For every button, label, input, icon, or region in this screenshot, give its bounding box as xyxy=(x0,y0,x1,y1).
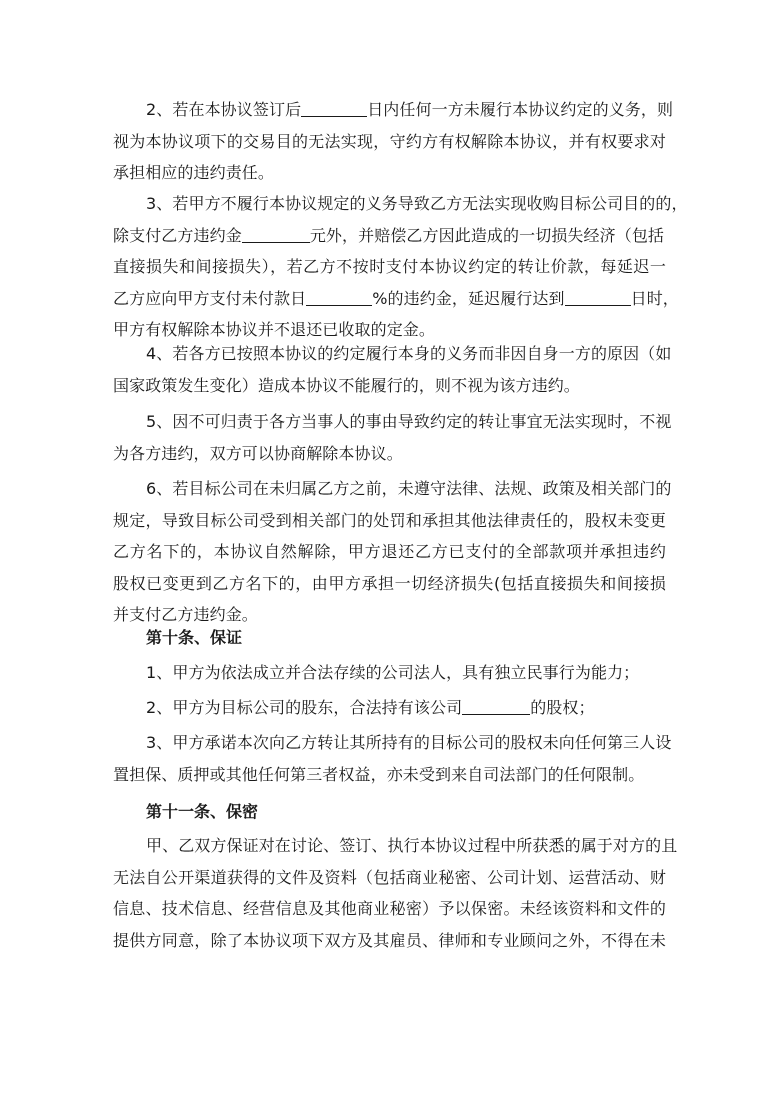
text-line: 股权已变更到乙方名下的，由甲方承担一切经济损失(包括直接损失和间接损 xyxy=(113,573,666,593)
text-line: 承担相应的违约责任。 xyxy=(113,163,275,183)
text-segment: 的股权； xyxy=(530,698,595,717)
clause-5-paragraph xyxy=(113,406,672,469)
text-segment: %的违约金，延迟履行达到 xyxy=(372,288,565,308)
article-10-heading: 第十条、保证 xyxy=(146,628,243,647)
text-line: 6、若目标公司在未归属乙方之前，未遵守法律、法规、政策及相关部门的 xyxy=(146,479,672,498)
clause-6-paragraph xyxy=(113,473,672,631)
clause-2-paragraph xyxy=(113,94,674,189)
text-line: 甲、乙双方保证对在讨论、签订、执行本协议过程中所获悉的属于对方的且 xyxy=(146,836,678,855)
text-line: 1、甲方为依法成立并合法存续的公司法人，具有独立民事行为能力； xyxy=(146,663,640,682)
text-segment: 2、甲方为目标公司的股东，合法持有该公司 xyxy=(146,698,463,717)
fill-in-blank xyxy=(301,98,367,117)
text-line: 5、因不可归责于各方当事人的事由导致约定的转让事宜无法实现时，不视 xyxy=(146,412,672,431)
text-line: 为各方违约，双方可以协商解除本协议。 xyxy=(113,443,403,463)
text-line xyxy=(113,692,666,724)
clause-3-paragraph xyxy=(113,188,688,346)
fill-in-blank xyxy=(565,287,631,306)
text-segment: 除支付乙方违约金 xyxy=(113,225,242,245)
text-line xyxy=(113,94,674,126)
text-segment: 2、若在本协议签订后 xyxy=(146,100,302,119)
guarantee-1-paragraph xyxy=(113,657,666,689)
text-segment: 日时， xyxy=(630,288,679,308)
text-line: 4、若各方已按照本协议的约定履行本身的义务而非因自身一方的原因（如 xyxy=(146,344,672,363)
text-line: 无法自公开渠道获得的文件及资料（包括商业秘密、公司计划、运营活动、财 xyxy=(113,867,666,887)
text-line xyxy=(113,283,679,315)
text-line: 并支付乙方违约金。 xyxy=(113,605,258,625)
text-line: 信息、技术信息、经营信息及其他商业秘密）予以保密。未经该资料和文件的 xyxy=(113,899,666,919)
fill-in-blank xyxy=(242,224,310,243)
clause-4-paragraph xyxy=(113,338,672,401)
text-line: 3、甲方承诺本次向乙方转让其所持有的目标公司的股权未向任何第三人设 xyxy=(146,733,672,752)
text-line: 置担保、质押或其他任何第三者权益，亦未受到来自司法部门的任何限制。 xyxy=(113,764,645,784)
text-line: 直接损失和间接损失），若乙方不按时支付本协议约定的转让价款，每延迟一 xyxy=(113,257,666,277)
fill-in-blank xyxy=(306,287,372,306)
confidentiality-paragraph xyxy=(113,830,678,956)
text-segment: 日内任何一方未履行本协议约定的义务，则 xyxy=(367,100,674,119)
text-line: 国家政策发生变化）造成本协议不能履行的，则不视为该方违约。 xyxy=(113,375,580,395)
article-11-heading: 第十一条、保密 xyxy=(146,802,259,821)
text-line xyxy=(113,220,666,252)
text-line: 3、若甲方不履行本协议规定的义务导致乙方无法实现收购目标公司目的的， xyxy=(146,194,688,213)
text-line: 规定，导致目标公司受到相关部门的处罚和承担其他法律责任的，股权未变更 xyxy=(113,510,666,530)
text-line: 甲方有权解除本协议并不退还已收取的定金。 xyxy=(113,320,436,340)
text-line: 乙方名下的，本协议自然解除，甲方退还乙方已支付的全部款项并承担违约 xyxy=(113,542,666,562)
text-line: 视为本协议项下的交易目的无法实现，守约方有权解除本协议，并有权要求对 xyxy=(113,131,666,151)
text-line: 提供方同意，除了本协议项下双方及其雇员、律师和专业顾问之外，不得在未 xyxy=(113,930,666,950)
guarantee-2-paragraph xyxy=(113,692,666,724)
guarantee-3-paragraph xyxy=(113,727,672,790)
text-segment: 乙方应向甲方支付未付款日 xyxy=(113,288,307,308)
text-segment: 元外，并赔偿乙方因此造成的一切损失经济（包括 xyxy=(309,225,665,245)
fill-in-blank xyxy=(462,696,530,715)
